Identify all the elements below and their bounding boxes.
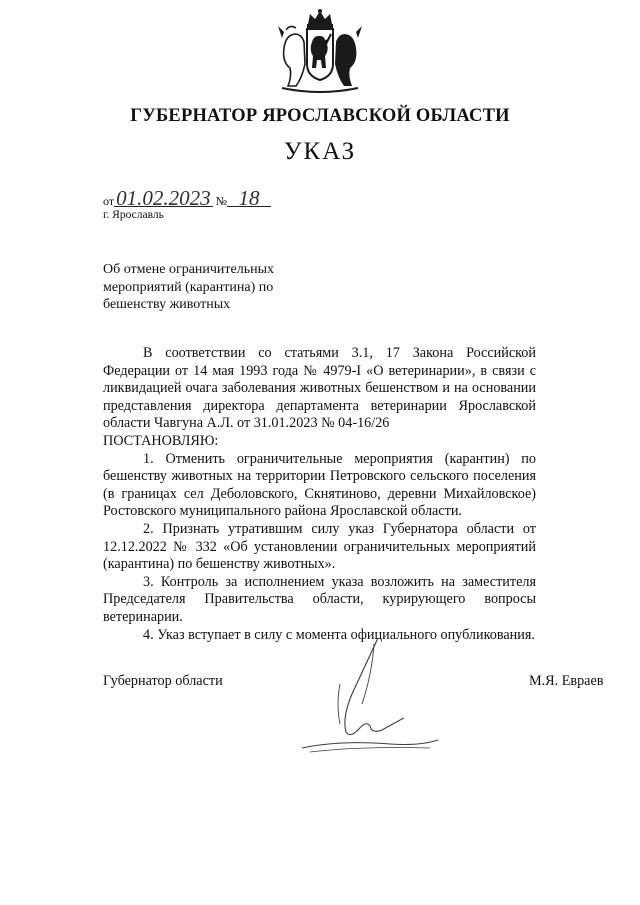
subject-line: Об отмене ограничительных [103, 262, 275, 277]
decree-date-value: 01.02.2023 [116, 186, 211, 210]
decree-item-2: 2. Признать утратившим силу указ Губернатора области от 12.12.2022 № 332 «Об установлении ограничительных мероприятий (карантина) по бешенству животных». [103, 520, 536, 573]
decree-item-3: 3. Контроль за исполнением указа возложить на заместителя Председателя Правительства области, курирующего вопросы ветеринарии. [103, 573, 536, 625]
subject-line: мероприятий (карантина) по [103, 279, 274, 295]
decree-item-4: 4. Указ вступает в силу с момента официального опубликования. [143, 626, 535, 643]
signatory-name: М.Я. Евраев [529, 673, 604, 689]
number-prefix: № [215, 194, 228, 208]
decree-number-value: 18 [227, 190, 271, 207]
signatory-position: Губернатор области [103, 673, 223, 689]
document-type-heading: УКАЗ [283, 138, 357, 165]
date-prefix: от [103, 194, 115, 208]
handwritten-signature [300, 634, 440, 756]
decree-word: ПОСТАНОВЛЯЮ: [103, 432, 219, 449]
preamble-paragraph: В соответствии со статьями 3.1, 17 Закона Российской Федерации от 14 мая 1993 года № 4979-I «О ветеринарии», в связи с ликвидацией очага заболевания животных бешенством и на основании представления директора департамента ветеринарии Ярославской области Чавгуна А.Л. от 31.01.2023 № 04-16/26 [103, 345, 536, 432]
issuing-authority-title: ГУБЕРНАТОР ЯРОСЛАВСКОЙ ОБЛАСТИ [130, 106, 510, 126]
decree-subject [103, 261, 274, 314]
decree-item-1: 1. Отменить ограничительные мероприятия (карантин) по бешенству животных на территории Петровского сельского поселения (в границах сел Деболовского, Скнятиново, деревни Михайловское) Ростовского муниципального района Ярославской области. [103, 450, 536, 520]
coat-of-arms-icon [274, 8, 366, 96]
subject-line: бешенству животных [103, 297, 231, 312]
city-label: г. Ярославль [103, 209, 164, 221]
date-number-line [103, 186, 271, 210]
decree-body [103, 345, 536, 644]
